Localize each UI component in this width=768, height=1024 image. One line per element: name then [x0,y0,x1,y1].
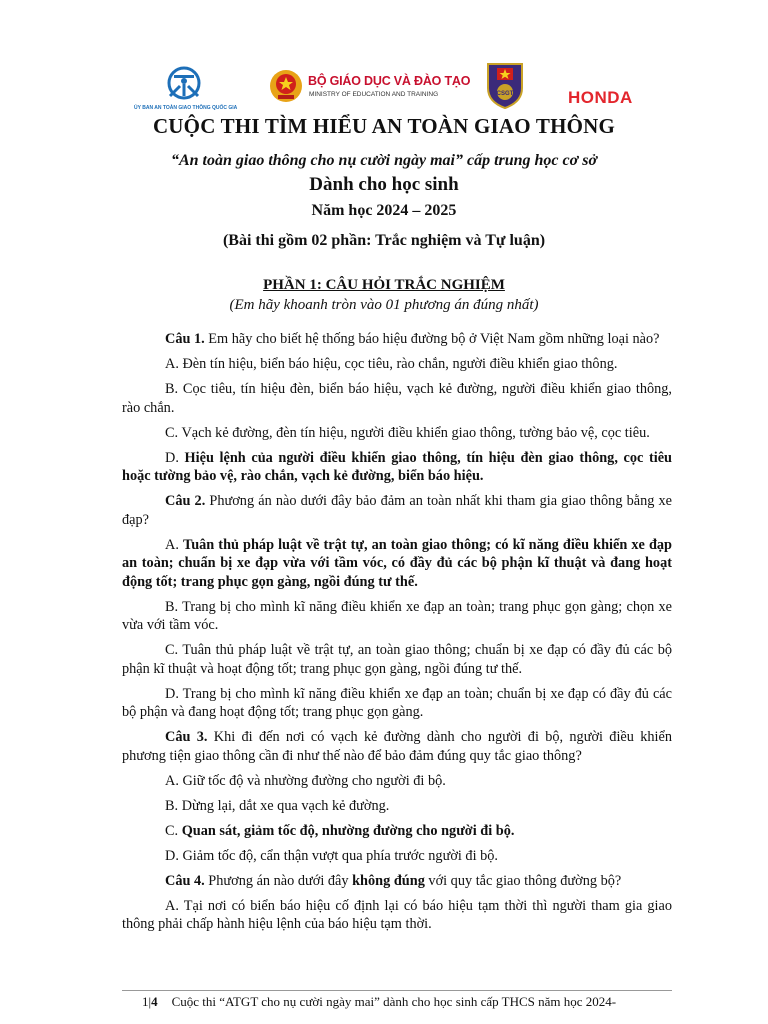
option-letter: A. [165,356,183,372]
option-text: Cọc tiêu, tín hiệu đèn, biển báo hiệu, vạch kẻ đường, người điều khiển giao thông, rào chắn. [122,381,672,416]
national-emblem-icon [268,68,304,104]
option-1c [122,424,672,443]
question-label: Câu 2. [165,493,206,509]
option-3d [122,847,672,866]
question-text: Khi đi đến nơi có vạch kẻ đường dành cho người đi bộ, người điều khiển phương tiện giao thông cần đi như thế nào để bảo đảm đúng quy tắc giao thông? [122,729,672,764]
police-shield-icon [484,60,526,110]
page-total: 4 [151,994,158,1009]
option-text-correct: Quan sát, giảm tốc độ, nhường đường cho người đi bộ. [181,822,515,839]
svg-text:CSGT: CSGT [496,91,514,97]
option-text-correct: Hiệu lệnh của người điều khiển giao thông, tín hiệu đèn giao thông, cọc tiêu hoặc tường bảo vệ, rào chắn, vạch kẻ đường, biển báo hiệu. [122,449,672,484]
option-text: Giảm tốc độ, cẩn thận vượt qua phía trước người đi bộ. [182,847,499,864]
option-letter: C. [165,822,182,839]
option-text: Trang bị cho mình kĩ năng điều khiển xe đạp an toàn; chuẩn bị xe đạp có đầy đủ các bộ phận và đang hoạt động tốt; trang phục gọn gàng. [122,685,672,720]
part1-instruction: (Em hãy khoanh tròn vào 01 phương án đúng nhất) [229,297,539,313]
honda-logo: HONDA [568,88,633,107]
question-4 [122,872,672,891]
option-1b [122,380,672,417]
option-2d [122,685,672,722]
page-current: 1 [142,994,149,1009]
question-1 [122,330,672,349]
option-letter: B. [165,381,183,397]
option-1a [122,355,672,374]
page-separator: | [148,994,152,1009]
question-2 [122,492,672,529]
question-list [122,330,672,940]
option-letter: C. [165,424,182,441]
moe-subtitle: MINISTRY OF EDUCATION AND TRAINING [309,91,439,98]
option-letter: A. [165,772,183,789]
option-letter: B. [165,797,182,814]
contest-title: CUỘC THI TÌM HIỂU AN TOÀN GIAO THÔNG [152,114,616,138]
option-text-correct: Tuân thủ pháp luật về trật tự, an toàn giao thông; có kĩ năng điều khiển xe đạp an toàn; chuẩn bị xe đạp vừa với tầm vóc, có đầy đủ các bộ phận kĩ thuật và đang hoạt động tốt; trang phục gọn gàng, ngồi đúng tư thế. [122,536,672,590]
ubatgt-logo [134,66,238,111]
option-text: Đèn tín hiệu, biển báo hiệu, cọc tiêu, rào chắn, người điều khiển giao thông. [182,356,618,372]
question-text-end: với quy tắc giao thông đường bộ? [424,872,622,889]
part1-title: PHẦN 1: CÂU HỎI TRẮC NGHIỆM [263,277,505,293]
contest-slogan: “An toàn giao thông cho nụ cười ngày mai” cấp trung học cơ sở [170,152,598,169]
option-3c [122,822,672,841]
option-4a: A. Tại nơi có biển báo hiệu cố định lại có báo hiệu tạm thời thì người tham gia giao thông phải chấp hành hiệu lệnh của báo hiệu tạm thời. [122,897,672,932]
option-2b [122,598,672,635]
option-letter: D. [165,685,183,702]
logo-bar [0,60,768,110]
option-letter: C. [165,642,183,658]
option-1d [122,449,672,486]
question-emphasis: không đúng [352,872,425,889]
audience: Dành cho học sinh [309,174,459,195]
question-text: Phương án nào dưới đây bảo đảm an toàn nhất khi tham gia giao thông bằng xe đạp? [122,493,672,528]
option-3a [122,772,672,791]
ubatgt-text: ỦY BAN AN TOÀN GIAO THÔNG QUỐC GIA [134,105,238,111]
moe-logo [268,68,471,108]
option-letter: A. [165,536,183,553]
option-text: Tuân thủ pháp luật về trật tự, an toàn giao thông; chuẩn bị xe đạp có đầy đủ các bộ phận kĩ thuật và hoạt động tốt; trang phục gọn gàng, ngồi đúng tư thế. [122,642,672,677]
question-label: Câu 1. [165,331,205,347]
option-text: Trang bị cho mình kĩ năng điều khiển xe đạp an toàn; trang phục gọn gàng; chọn xe vừa với tầm vóc. [122,598,672,633]
option-3b [122,797,672,816]
ubatgt-emblem-icon [134,66,234,100]
question-text: Phương án nào dưới đây [204,872,353,889]
csgt-badge [484,60,526,110]
question-3 [122,728,672,765]
option-letter: D. [165,847,183,864]
question-text: Em hãy cho biết hệ thống báo hiệu đường bộ ở Việt Nam gồm những loại nào? [204,331,660,347]
school-year: Năm học 2024 – 2025 [311,202,457,219]
page-number [142,994,158,1010]
exam-structure: (Bài thi gồm 02 phần: Trắc nghiệm và Tự luận) [222,232,546,249]
option-letter: D. [165,449,185,466]
question-label: Câu 3. [165,729,208,745]
question-label: Câu 4. [165,872,205,889]
page-footer [122,990,672,1010]
option-text: Dừng lại, dắt xe qua vạch kẻ đường. [181,797,390,814]
moe-title: BỘ GIÁO DỤC VÀ ĐÀO TẠO [308,74,471,88]
option-2c [122,641,672,678]
option-letter: B. [165,598,183,615]
option-2a [122,536,672,592]
option-text: Vạch kẻ đường, đèn tín hiệu, người điều khiển giao thông, tường bảo vệ, cọc tiêu. [181,424,650,441]
option-text: Giữ tốc độ và nhường đường cho người đi bộ. [182,772,446,789]
footer-text: Cuộc thi “ATGT cho nụ cười ngày mai” dành cho học sinh cấp THCS năm học 2024- [171,994,617,1009]
